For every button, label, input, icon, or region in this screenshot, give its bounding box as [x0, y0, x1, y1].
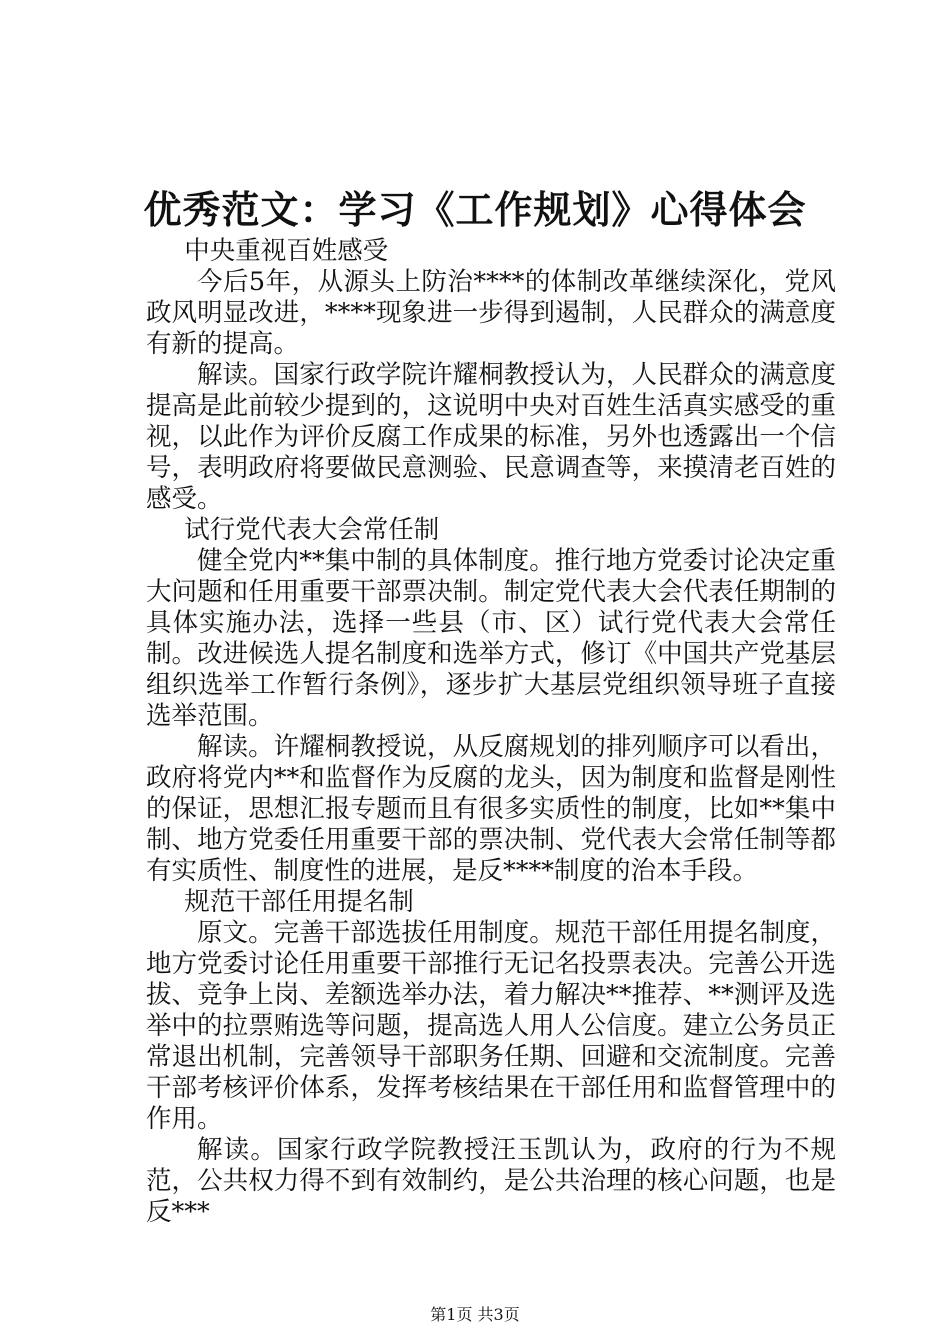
- paragraph: 今后5年，从源头上防治****的体制改革继续深化，党风政风明显改进，****现象进一步得到遏制，人民群众的满意度有新的提高。: [146, 267, 836, 359]
- section-heading: 试行党代表大会常任制: [184, 515, 440, 545]
- page-footer: 第1页 共3页: [430, 1305, 520, 1324]
- paragraph: 解读。国家行政学院许耀桐教授认为，人民群众的满意度提高是此前较少提到的，这说明中央对百姓生活真实感受的重视，以此作为评价反腐工作成果的标准，另外也透露出一个信号，表明政府将要做民意测验、民意调查等，来摸清老百姓的感受。: [146, 360, 836, 514]
- paragraph: 解读。许耀桐教授说，从反腐规划的排列顺序可以看出，政府将党内**和监督作为反腐的龙头，因为制度和监督是刚性的保证，思想汇报专题而且有很多实质性的制度，比如**集中制、地方党委任用重要干部的票决制、党代表大会常任制等都有实质性、制度性的进展，是反****制度的治本手段。: [146, 732, 836, 886]
- section-heading: 中央重视百姓感受: [184, 236, 389, 266]
- section-heading: 规范干部任用提名制: [184, 887, 414, 917]
- paragraph: 解读。国家行政学院教授汪玉凯认为，政府的行为不规范，公共权力得不到有效制约，是公共治理的核心问题，也是反***: [146, 1135, 836, 1227]
- document-title: 优秀范文：学习《工作规划》心得体会: [143, 187, 807, 232]
- document-body: [146, 236, 836, 1228]
- paragraph: 原文。完善干部选拔任用制度。规范干部任用提名制度，地方党委讨论任用重要干部推行无记名投票表决。完善公开选拔、竞争上岗、差额选举办法，着力解决**推荐、**测评及选举中的拉票贿选等问题，提高选人用人公信度。建立公务员正常退出机制，完善领导干部职务任期、回避和交流制度。完善干部考核评价体系，发挥考核结果在干部任用和监督管理中的作用。: [146, 918, 836, 1134]
- paragraph: 健全党内**集中制的具体制度。推行地方党委讨论决定重大问题和任用重要干部票决制。制定党代表大会代表任期制的具体实施办法，选择一些县（市、区）试行党代表大会常任制。改进候选人提名制度和选举方式，修订《中国共产党基层组织选举工作暂行条例》，逐步扩大基层党组织领导班子直接选举范围。: [146, 546, 836, 731]
